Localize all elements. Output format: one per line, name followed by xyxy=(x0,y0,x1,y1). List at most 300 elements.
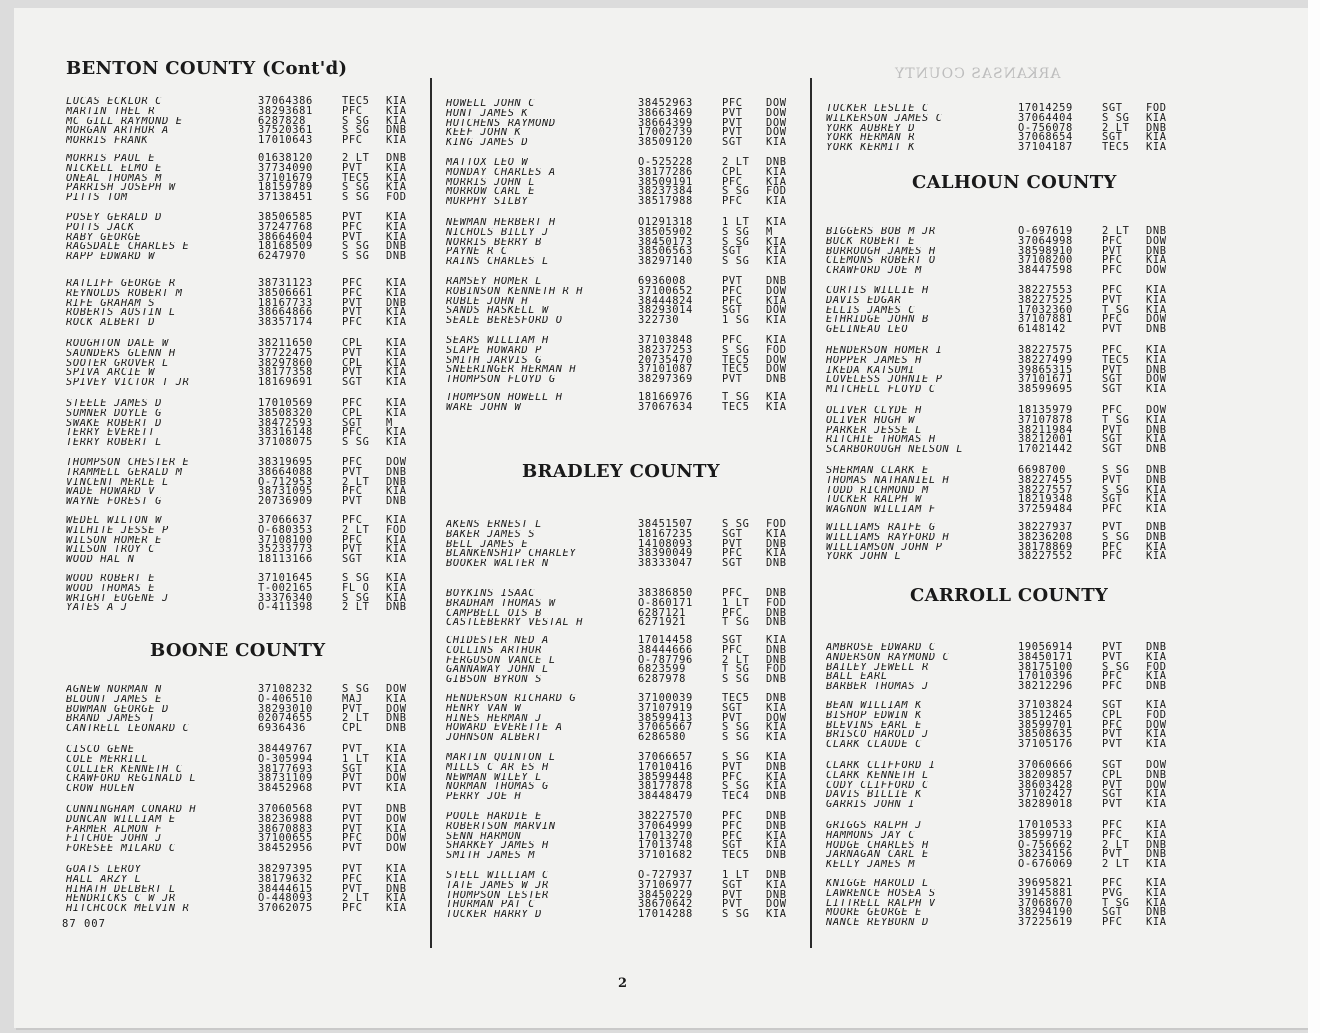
serial-number: 6698700 xyxy=(1018,464,1066,476)
soldier-name: SHARKEY JAMES H xyxy=(446,841,549,852)
status: KIA xyxy=(766,400,787,413)
soldier-name: FARMER ALMON F xyxy=(66,824,162,835)
soldier-name: HOPPER JAMES H xyxy=(826,355,922,366)
rank: PVT xyxy=(1102,244,1123,257)
status: DOW xyxy=(1146,313,1167,326)
soldier-name: BELL JAMES E xyxy=(446,539,529,550)
casualty-record xyxy=(66,416,436,429)
serial-number: 38209857 xyxy=(1018,768,1073,781)
rank: PVT xyxy=(722,126,743,139)
soldier-name: BIGGERS BOB M JR xyxy=(826,227,936,237)
rank: PVT xyxy=(1102,650,1123,663)
rank: 1 SG xyxy=(722,314,750,327)
soldier-name: SMITH JARVIS G xyxy=(446,355,542,366)
serial-number: 37103848 xyxy=(638,334,693,346)
status: KIA xyxy=(386,306,407,319)
rank: TEC5 xyxy=(722,692,750,704)
serial-number: O-860171 xyxy=(638,596,693,609)
serial-number: 6936436 xyxy=(258,722,306,735)
status: DNB xyxy=(386,601,407,614)
rank: PVT xyxy=(722,711,743,724)
casualty-record xyxy=(66,834,436,844)
casualty-record xyxy=(446,306,818,316)
casualty-record xyxy=(66,533,436,546)
rank: TEC5 xyxy=(722,400,750,413)
casualty-record xyxy=(446,701,818,714)
rank: PVT xyxy=(1102,293,1123,306)
casualty-record xyxy=(826,718,1186,731)
serial-number: 18167733 xyxy=(258,296,313,309)
soldier-name: CRAWFORD JOE M xyxy=(826,266,922,276)
rank: SGT xyxy=(1102,699,1123,711)
status: FOD xyxy=(1146,102,1167,114)
casualty-record xyxy=(826,505,1186,515)
serial-number: 17010643 xyxy=(258,134,313,147)
rank: S SG xyxy=(722,255,750,268)
status: FOD xyxy=(766,343,787,356)
soldier-name: WAYNE FOREST G xyxy=(66,497,162,507)
rank: PVT xyxy=(342,161,363,174)
status: DNB xyxy=(1146,641,1167,653)
soldier-name: WOOD ROBERT E xyxy=(66,574,156,584)
rank: 2 LT xyxy=(1102,225,1130,237)
status: KIA xyxy=(386,782,407,795)
rank: CPL xyxy=(342,337,363,349)
status: KIA xyxy=(386,356,407,369)
status: DNB xyxy=(386,495,407,508)
rank: PFC xyxy=(342,397,363,409)
rank: 2 LT xyxy=(342,475,370,488)
status: KIA xyxy=(386,211,407,223)
soldier-name: POOLE HARDIE E xyxy=(446,812,542,822)
rank: S SG xyxy=(722,343,750,356)
status: KIA xyxy=(386,591,407,604)
soldier-name: CROW HULEN xyxy=(66,784,135,794)
casualty-record xyxy=(826,111,1186,124)
casualty-record xyxy=(826,121,1186,134)
casualty-record xyxy=(826,143,1186,153)
soldier-name: AMBROSE EDWARD C xyxy=(826,643,936,653)
soldier-name: HALL ARZY L xyxy=(66,874,142,885)
casualty-record xyxy=(66,230,436,243)
rank: 2 LT xyxy=(342,892,370,905)
soldier-name: NORRIS BERRY B xyxy=(446,237,542,248)
rank: S SG xyxy=(722,673,750,686)
soldier-name: DAVIS BILLIE K xyxy=(826,790,922,801)
status: KIA xyxy=(766,908,787,921)
soldier-name: GRIGGS RALPH J xyxy=(826,821,922,831)
rank: PFC xyxy=(342,286,363,299)
rank: PFC xyxy=(342,902,363,915)
soldier-name: TRAMMELL GERALD M xyxy=(66,467,183,478)
status: DNB xyxy=(1146,363,1167,376)
soldier-name: CLARK CLIFFORD I xyxy=(826,761,936,771)
soldier-name: CLEMONS ROBERT O xyxy=(826,256,936,267)
soldier-name: STEELE JAMES D xyxy=(66,399,162,409)
status: DNB xyxy=(1146,768,1167,781)
status: DNB xyxy=(1146,121,1167,134)
status: DNB xyxy=(1146,464,1167,476)
status: KIA xyxy=(766,829,787,842)
casualty-record xyxy=(826,701,1186,711)
status: DNB xyxy=(766,790,787,803)
serial-number: 38450173 xyxy=(638,235,693,248)
soldier-name: WILHITE JESSE P xyxy=(66,525,169,536)
rank: PVT xyxy=(342,702,363,715)
casualty-record xyxy=(826,363,1186,376)
soldier-name: MILLS C AR ES H xyxy=(446,762,549,773)
soldier-name: ROCK ALBERT D xyxy=(66,318,156,328)
record-group xyxy=(826,466,1186,515)
serial-number: 38227552 xyxy=(1018,550,1073,563)
soldier-name: KELLY JAMES M xyxy=(826,860,916,870)
soldier-name: WILSON TROY C xyxy=(66,545,156,556)
casualty-record xyxy=(446,247,818,257)
soldier-name: COLLIER KENNETH C xyxy=(66,764,183,775)
soldier-name: ONEAL THOMAS M xyxy=(66,173,162,184)
casualty-record xyxy=(826,523,1186,533)
casualty-record xyxy=(66,805,436,815)
status: DNB xyxy=(1146,906,1167,919)
rank: PFC xyxy=(1102,877,1123,889)
rank: PVT xyxy=(722,537,743,550)
status: KIA xyxy=(386,230,407,243)
rank: PFC xyxy=(1102,680,1123,693)
serial-number: 39145881 xyxy=(1018,886,1073,899)
status: FOD xyxy=(1146,708,1167,721)
rank: PFC xyxy=(722,643,743,656)
soldier-name: ANDERSON RAYMOND C xyxy=(826,652,950,663)
casualty-record xyxy=(446,316,818,326)
serial-number: 38508320 xyxy=(258,406,313,419)
casualty-record xyxy=(826,918,1186,928)
soldier-name: HENDRICKS C W JR xyxy=(66,894,176,905)
serial-number: 6287828 xyxy=(258,114,306,127)
rank: PFC xyxy=(342,426,363,439)
casualty-record xyxy=(446,106,818,119)
casualty-record xyxy=(66,406,436,419)
casualty-record xyxy=(66,882,436,895)
casualty-record xyxy=(66,346,436,359)
soldier-name: CODY CLIFFORD C xyxy=(826,780,929,791)
casualty-record xyxy=(826,466,1186,476)
status: DOW xyxy=(766,106,787,119)
soldier-name: NEWMAN WILEY L xyxy=(446,772,542,783)
status: KIA xyxy=(766,839,787,852)
casualty-record xyxy=(66,487,436,497)
status: DNB xyxy=(766,557,787,570)
soldier-name: MURPHY SILBY xyxy=(446,197,529,207)
soldier-name: PERRY JOE H xyxy=(446,792,522,802)
record-group xyxy=(66,574,436,613)
status: DOW xyxy=(766,711,787,724)
soldier-name: NORMAN THOMAS G xyxy=(446,782,549,793)
serial-number: 37064386 xyxy=(258,95,313,107)
record-group xyxy=(66,213,436,262)
casualty-record xyxy=(446,675,818,685)
casualty-record xyxy=(66,220,436,233)
soldier-name: RATLIFF GEORGE R xyxy=(66,279,176,289)
status: DNB xyxy=(1146,443,1167,456)
bleed-through-text: ARKANSAS COUNTY xyxy=(894,66,1061,82)
status: DOW xyxy=(386,832,407,845)
status: KIA xyxy=(1146,798,1167,811)
soldier-name: NICHOLS BILLY J xyxy=(446,227,549,238)
casualty-record xyxy=(446,636,818,646)
serial-number: 17010416 xyxy=(638,760,693,773)
casualty-record xyxy=(66,171,436,184)
status: KIA xyxy=(1146,433,1167,446)
casualty-record xyxy=(446,819,818,832)
casualty-record xyxy=(446,520,818,530)
serial-number: 35233773 xyxy=(258,543,313,556)
soldier-name: SWAKE ROBERT D xyxy=(66,418,162,429)
casualty-record xyxy=(826,740,1186,750)
soldier-name: WRIGHT EUGENE J xyxy=(66,593,169,604)
casualty-record xyxy=(826,406,1186,416)
soldier-name: WARE JOHN W xyxy=(446,402,522,413)
soldier-name: YORK HERMAN R xyxy=(826,133,916,144)
serial-number: O-305994 xyxy=(258,752,313,765)
county-title: BRADLEY COUNTY xyxy=(522,461,720,482)
rank: 2 LT xyxy=(1102,121,1130,134)
record-group xyxy=(66,685,436,734)
status: DOW xyxy=(1146,264,1167,277)
serial-number: 38731095 xyxy=(258,485,313,498)
rank: S SG xyxy=(342,124,370,137)
soldier-name: CANTRELL LEONARD C xyxy=(66,724,190,734)
serial-number: 37107919 xyxy=(638,701,693,714)
casualty-record xyxy=(66,252,436,262)
status: KIA xyxy=(1146,483,1167,496)
serial-number: 38237253 xyxy=(638,343,693,356)
casualty-record xyxy=(826,682,1186,692)
casualty-record xyxy=(826,850,1186,860)
serial-number: 18219348 xyxy=(1018,493,1073,506)
serial-number: 38333047 xyxy=(638,557,693,570)
status: KIA xyxy=(386,514,407,526)
status: DNB xyxy=(766,616,787,629)
rank: CPL xyxy=(1102,768,1123,781)
rank: PVT xyxy=(342,822,363,835)
rank: T SG xyxy=(722,391,750,403)
status: DNB xyxy=(386,465,407,478)
rank: S SG xyxy=(342,114,370,127)
serial-number: O-712953 xyxy=(258,475,313,488)
rank: PVT xyxy=(342,772,363,785)
casualty-record xyxy=(826,315,1186,325)
rank: TEC5 xyxy=(722,849,750,862)
serial-number: 38236988 xyxy=(258,812,313,825)
county-title: CARROLL COUNTY xyxy=(910,585,1109,606)
serial-number: 37066637 xyxy=(258,514,313,526)
rank: CPL xyxy=(1102,708,1123,721)
soldier-name: SUMNER DOYLE G xyxy=(66,408,162,419)
rank: PFC xyxy=(1102,718,1123,731)
rank: 2 LT xyxy=(342,712,370,725)
rank: PVT xyxy=(1102,728,1123,741)
status: DOW xyxy=(1146,718,1167,731)
soldier-name: BUCK ROBERT E xyxy=(826,236,916,247)
casualty-record xyxy=(826,234,1186,247)
serial-number: 38175100 xyxy=(1018,660,1073,673)
status: DOW xyxy=(386,683,407,695)
serial-number: 38297140 xyxy=(638,255,693,268)
soldier-name: SAUNDERS GLENN H xyxy=(66,348,176,359)
rank: PVT xyxy=(1102,778,1123,791)
record-group xyxy=(826,346,1186,395)
serial-number: 38178869 xyxy=(1018,540,1073,553)
casualty-record xyxy=(446,549,818,559)
serial-number: 18167235 xyxy=(638,527,693,540)
status: DNB xyxy=(1146,244,1167,257)
serial-number: O1291318 xyxy=(638,216,693,228)
status: KIA xyxy=(1146,728,1167,741)
status: KIA xyxy=(766,878,787,891)
status: KIA xyxy=(766,391,787,403)
rank: PFC xyxy=(1102,313,1123,326)
casualty-record xyxy=(826,483,1186,496)
rank: PVT xyxy=(342,863,363,875)
page-number: 2 xyxy=(618,976,628,991)
status: KIA xyxy=(386,181,407,194)
rank: 2 LT xyxy=(722,653,750,666)
status: KIA xyxy=(766,235,787,248)
serial-number: 38390049 xyxy=(638,547,693,560)
casualty-record xyxy=(826,650,1186,663)
status: KIA xyxy=(1146,916,1167,929)
rank: PVT xyxy=(342,296,363,309)
rank: TEC5 xyxy=(722,363,750,376)
soldier-name: CASTLEBERRY VESTAL H xyxy=(446,618,584,629)
soldier-name: FITCHUE JOHN J xyxy=(66,834,162,845)
serial-number: 37060568 xyxy=(258,803,313,815)
soldier-name: NICKELL ELMO E xyxy=(66,163,162,174)
status: KIA xyxy=(1146,141,1167,154)
status: DNB xyxy=(766,888,787,901)
status: DOW xyxy=(766,97,787,109)
serial-number: 38179632 xyxy=(258,872,313,885)
status: KIA xyxy=(766,527,787,540)
rank: PVT xyxy=(342,306,363,319)
serial-number: 37108232 xyxy=(258,683,313,695)
status: DOW xyxy=(766,116,787,129)
serial-number: 37101671 xyxy=(1018,373,1073,386)
casualty-record xyxy=(66,154,436,164)
serial-number: O-697619 xyxy=(1018,225,1073,237)
rank: S SG xyxy=(722,225,750,238)
rank: PVT xyxy=(1102,848,1123,861)
casualty-record xyxy=(446,606,818,619)
casualty-record xyxy=(826,828,1186,841)
rank: SGT xyxy=(722,701,743,714)
casualty-record xyxy=(826,672,1186,682)
soldier-name: THOMPSON HOWELL H xyxy=(446,393,563,403)
serial-number: 37068670 xyxy=(1018,896,1073,909)
soldier-name: BURROUGH JAMES H xyxy=(826,246,936,257)
serial-number: 37062075 xyxy=(258,902,313,915)
status: DOW xyxy=(766,304,787,317)
casualty-record xyxy=(66,904,436,914)
status: KIA xyxy=(386,902,407,915)
rank: S SG xyxy=(722,751,750,763)
status: KIA xyxy=(1146,650,1167,663)
soldier-name: LOVELESS JOHNIE P xyxy=(826,375,943,386)
casualty-record xyxy=(826,445,1186,455)
casualty-record xyxy=(446,753,818,763)
rank: PVT xyxy=(1102,473,1123,486)
soldier-name: RAINS CHARLES L xyxy=(446,257,549,267)
serial-number: 14108093 xyxy=(638,537,693,550)
casualty-record xyxy=(66,812,436,825)
soldier-name: YORK KERMIT K xyxy=(826,143,916,153)
rank: SGT xyxy=(722,527,743,540)
casualty-record xyxy=(446,294,818,307)
rank: T SG xyxy=(1102,413,1130,426)
status: KIA xyxy=(386,581,407,594)
rank: TEC5 xyxy=(1102,353,1130,366)
serial-number: 38599719 xyxy=(1018,828,1073,841)
status: DNB xyxy=(1146,423,1167,436)
serial-number: 37259484 xyxy=(1018,503,1073,516)
status: DOW xyxy=(386,842,407,855)
soldier-name: SEARS WILLIAM H xyxy=(446,336,549,346)
record-group xyxy=(66,865,436,914)
casualty-record xyxy=(446,596,818,609)
casualty-record xyxy=(826,838,1186,851)
status: DNB xyxy=(1146,473,1167,486)
casualty-record xyxy=(826,778,1186,791)
status: KIA xyxy=(1146,738,1167,751)
serial-number: 37138451 xyxy=(258,191,313,204)
status: DNB xyxy=(386,722,407,735)
record-group xyxy=(446,636,818,685)
casualty-record xyxy=(826,286,1186,296)
rank: PFC xyxy=(722,810,743,822)
serial-number: 38448479 xyxy=(638,790,693,803)
soldier-name: SCARBOROUGH NELSON L xyxy=(826,445,964,455)
status: KIA xyxy=(766,255,787,268)
serial-number: 38451507 xyxy=(638,518,693,530)
soldier-name: LAWRENCE HOSEA S xyxy=(826,888,936,899)
soldier-name: RABY GEORGE xyxy=(66,232,142,243)
soldier-name: GOATS LEROY xyxy=(66,865,142,875)
soldier-name: YATES A J xyxy=(66,603,128,614)
serial-number: 20736909 xyxy=(258,495,313,508)
serial-number: 38289018 xyxy=(1018,798,1073,811)
status: DOW xyxy=(766,898,787,911)
rank: S SG xyxy=(342,250,370,263)
rank: S SG xyxy=(722,235,750,248)
casualty-record xyxy=(66,784,436,794)
rank: SGT xyxy=(1102,102,1123,114)
record-group xyxy=(446,218,818,267)
serial-number: 18169691 xyxy=(258,376,313,389)
soldier-name: REYNOLDS ROBERT M xyxy=(66,288,183,299)
serial-number: 20735470 xyxy=(638,353,693,366)
casualty-record xyxy=(66,428,436,438)
serial-number: 38177286 xyxy=(638,165,693,178)
casualty-record xyxy=(826,552,1186,562)
status: DNB xyxy=(766,373,787,386)
casualty-record xyxy=(826,353,1186,366)
status: KIA xyxy=(766,634,787,646)
rank: PFC xyxy=(342,872,363,885)
casualty-record xyxy=(446,218,818,228)
status: KIA xyxy=(766,245,787,258)
serial-number: T-002165 xyxy=(258,581,313,594)
county-title: BOONE COUNTY xyxy=(150,640,326,661)
